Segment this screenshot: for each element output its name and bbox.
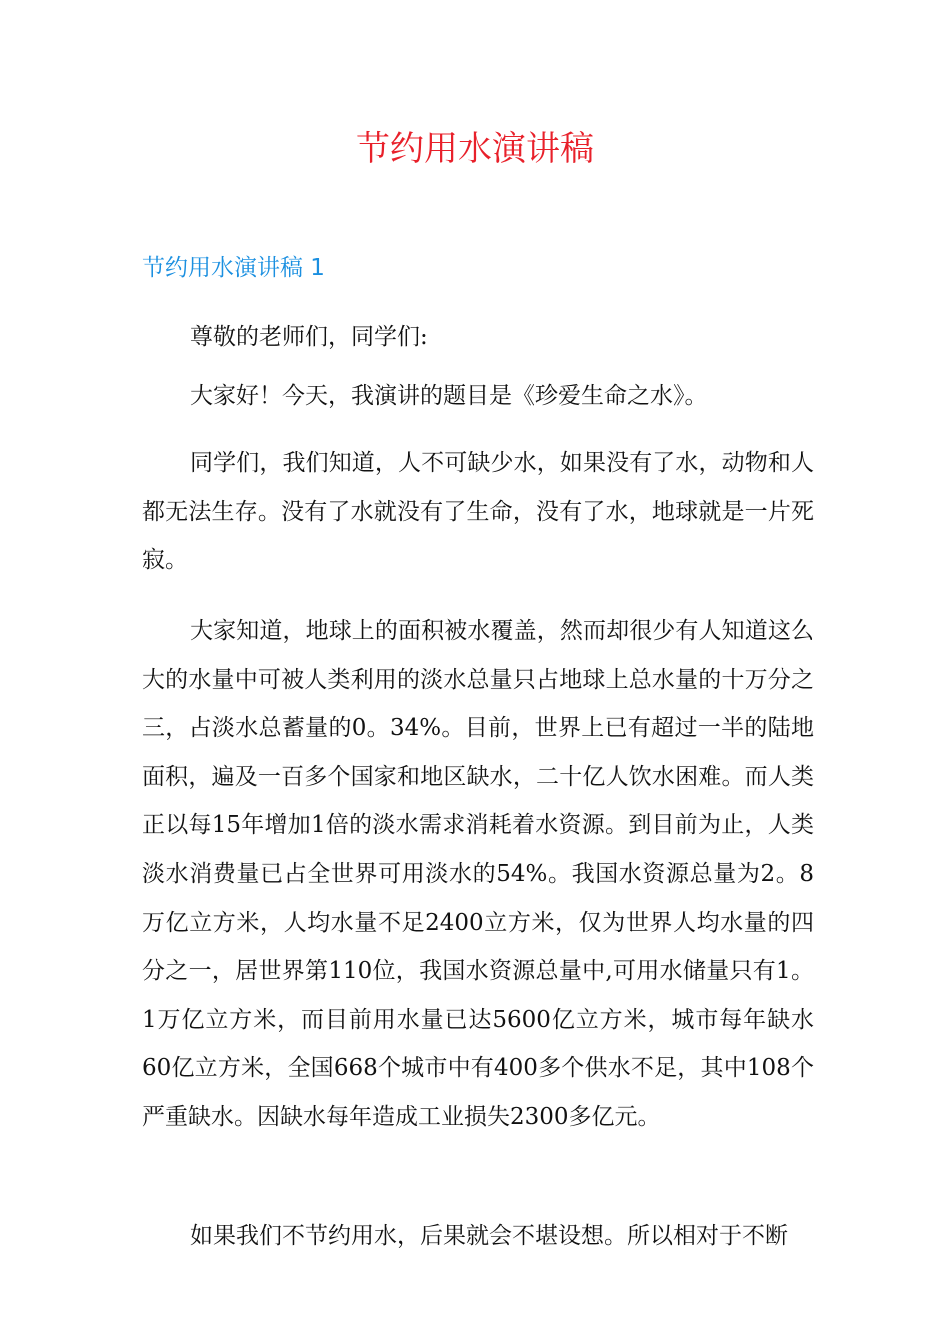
- paragraph-consequences: 如果我们不节约用水，后果就会不堪设想。所以相对于不断: [190, 1223, 788, 1249]
- document-title: 节约用水演讲稿: [356, 129, 594, 169]
- paragraph-water-importance: 同学们，我们知道，人不可缺少水，如果没有了水，动物和人都无法生存。没有了水就没有了生命，没有了水，地球就是一片死寂。: [142, 450, 814, 574]
- paragraph-water-statistics: 大家知道，地球上的面积被水覆盖，然而却很少有人知道这么大的水量中可被人类利用的淡水总量只占地球上总水量的十万分之三，占淡水总蓄量的0。34%。目前，世界上已有超过一半的陆地面积，遍及一百多个国家和地区缺水，二十亿人饮水困难。而人类正以每15年增加1倍的淡水需求消耗着水资源。到目前为止，人类淡水消费量已占全世界可用淡水的54%。我国水资源总量为2。8万亿立方米，人均水量不足2400立方米，仅为世界人均水量的四分之一，居世界第110位，我国水资源总量中,可用水储量只有1。1万亿立方米，而目前用水量已达5600亿立方米，城市每年缺水60亿立方米，全国668个城市中有400多个供水不足，其中108个严重缺水。因缺水每年造成工业损失2300多亿元。: [142, 618, 814, 1130]
- section-heading: 节约用水演讲稿 1: [142, 255, 325, 281]
- paragraph-greeting: 尊敬的老师们，同学们:: [190, 324, 428, 350]
- paragraph-intro: 大家好！今天，我演讲的题目是《珍爱生命之水》。: [190, 383, 708, 409]
